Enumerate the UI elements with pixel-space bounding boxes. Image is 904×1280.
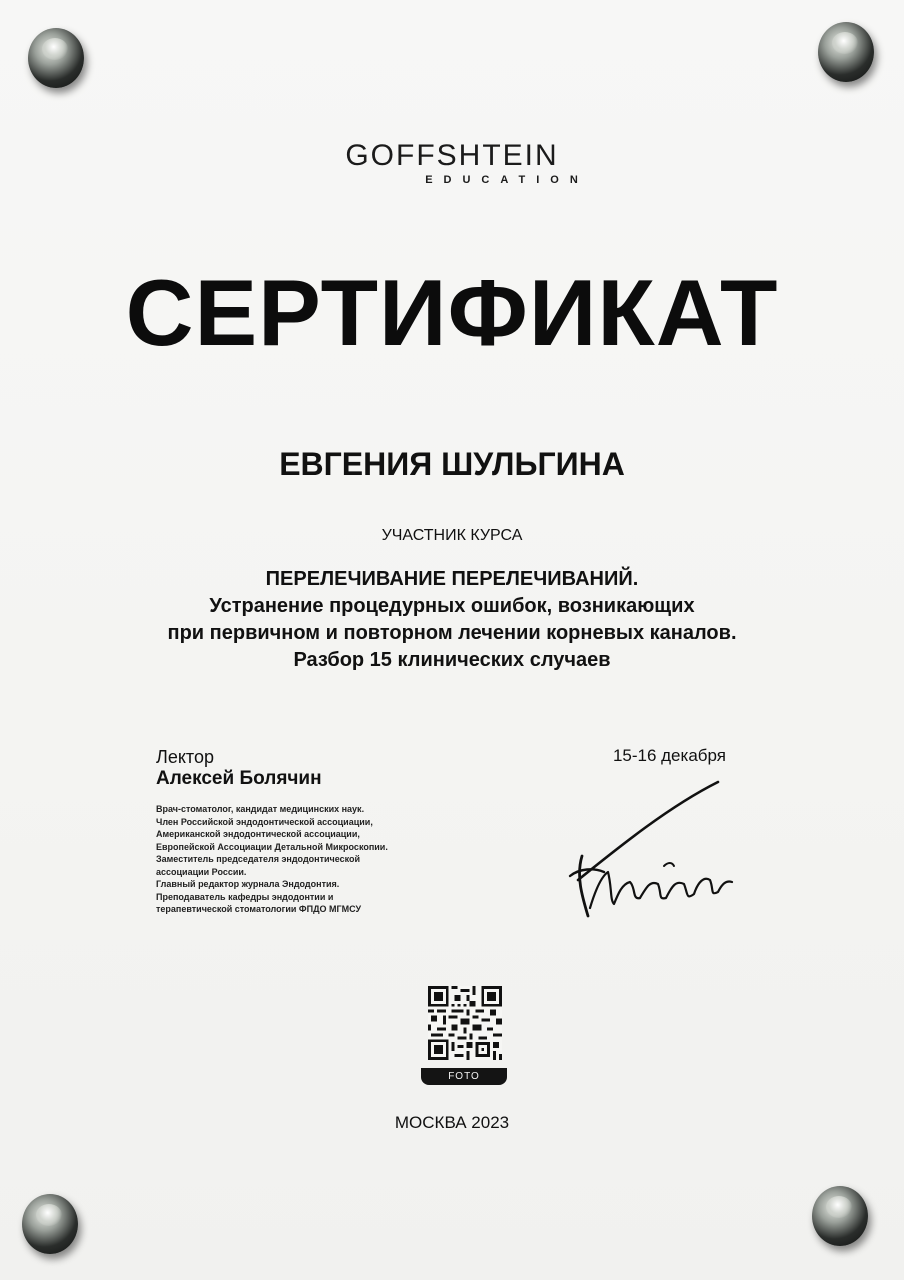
standoff-top-left — [28, 28, 84, 88]
bio-line: Американской эндодонтической ассоциации, — [156, 829, 360, 839]
lecturer-bio — [156, 803, 416, 916]
lecturer-label: Лектор — [156, 747, 214, 767]
bio-line: терапевтической стоматологии ФПДО МГМСУ — [156, 904, 362, 914]
bio-line: ассоциации России. — [156, 866, 247, 877]
bio-line: Преподаватель кафедры эндодонтии и — [156, 891, 334, 902]
bio-line: Член Российской эндодонтической ассоциации, — [156, 816, 373, 827]
course-line: ПЕРЕЛЕЧИВАНИЕ ПЕРЕЛЕЧИВАНИЙ. — [265, 568, 639, 590]
course-date: 15-16 декабря — [612, 746, 726, 765]
bio-line: Европейской Ассоциации Детальной Микроскопии. — [156, 841, 388, 852]
brand-name: GOFFSHTEIN — [345, 139, 559, 172]
standoff-top-right — [818, 22, 874, 82]
course-title — [0, 566, 904, 674]
qr-foto-label: FOTO — [421, 1068, 507, 1085]
city-year: МОСКВА 2023 — [394, 1113, 510, 1132]
course-line: Устранение процедурных ошибок, возникающих — [209, 595, 695, 617]
standoff-bottom-left — [22, 1194, 78, 1254]
standoff-bottom-right — [812, 1186, 868, 1246]
bio-line: Заместитель председателя эндодонтической — [156, 854, 361, 864]
participant-label: УЧАСТНИК КУРСА — [381, 527, 523, 544]
lecturer-name: Алексей Болячин — [156, 768, 322, 789]
bio-line: Врач-стоматолог, кандидат медицинских наук. — [156, 804, 365, 814]
course-line: при первичном и повторном лечении корневых каналов. — [167, 622, 737, 644]
certificate-title: СЕРТИФИКАТ — [125, 260, 779, 365]
brand-logo — [0, 140, 904, 186]
course-line: Разбор 15 клинических случаев — [293, 649, 611, 671]
recipient-name: ЕВГЕНИЯ ШУЛЬГИНА — [279, 446, 625, 482]
bio-line: Главный редактор журнала Эндодонтия. — [156, 879, 340, 889]
brand-subtitle: EDUCATION — [425, 174, 589, 186]
lecturer-signature — [560, 776, 740, 926]
qr-code — [428, 986, 502, 1060]
